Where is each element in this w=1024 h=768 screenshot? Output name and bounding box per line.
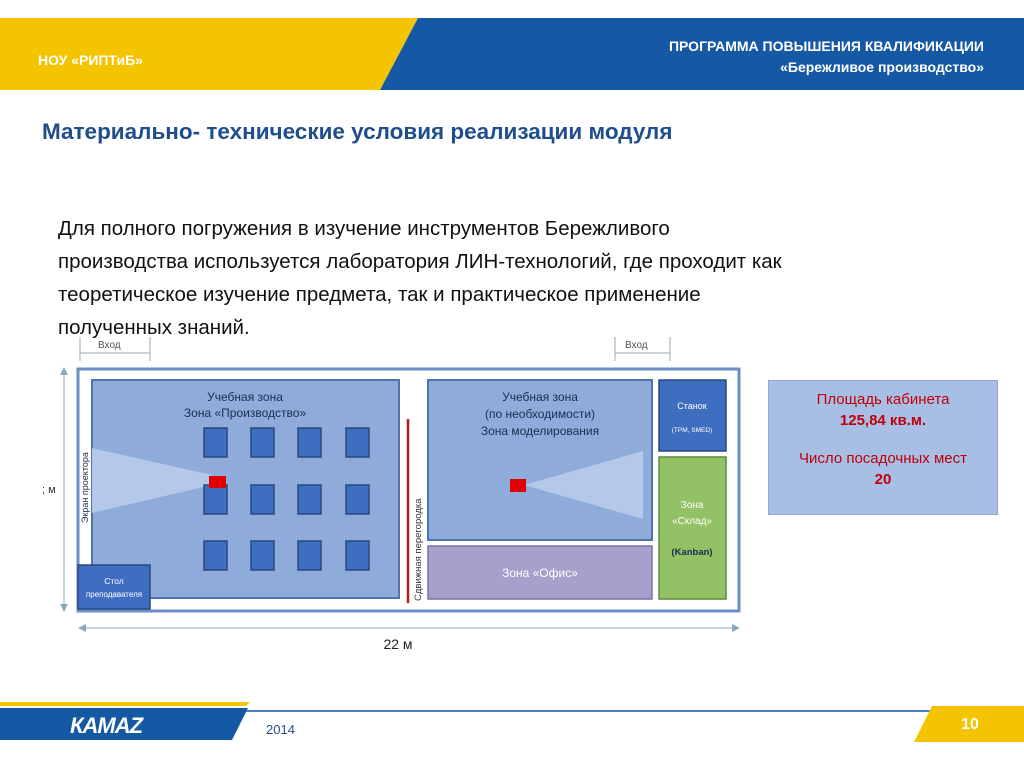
modeling-zone-title: Учебная зона xyxy=(502,390,578,404)
desk xyxy=(298,485,321,514)
desk xyxy=(346,428,369,457)
kamaz-logo: КАМАZ xyxy=(70,713,143,738)
modeling-zone-subtitle: (по необходимости) xyxy=(484,407,596,421)
production-zone-subtitle: Зона «Производство» xyxy=(183,406,307,420)
width-label: 22 м xyxy=(383,636,413,652)
projector-icon-2 xyxy=(510,479,526,492)
desk xyxy=(204,485,227,514)
floor-plan xyxy=(40,333,760,663)
machine-label: Станок xyxy=(677,401,707,411)
screen-label: Экран проектора xyxy=(80,452,90,523)
seats-label: Число посадочных мест xyxy=(799,450,967,467)
page-number: 10 xyxy=(961,716,979,733)
footer-year: 2014 xyxy=(266,722,295,737)
warehouse-zone xyxy=(659,457,726,599)
program-subtitle: «Бережливое производство» xyxy=(780,59,984,75)
desk xyxy=(346,485,369,514)
desk xyxy=(251,428,274,457)
warehouse-label: Зона xyxy=(680,500,704,511)
room-info-box xyxy=(768,380,998,515)
machine-sublabel: (TPM, SMED) xyxy=(671,427,713,434)
area-value: 125,84 кв.м. xyxy=(839,412,927,429)
desk xyxy=(204,428,227,457)
warehouse-sublabel: «Склад» xyxy=(671,516,713,527)
description-line: производства используется лаборатория ЛИН-технологий, где проходит как xyxy=(58,250,782,273)
description-line: Для полного погружения в изучение инструментов Бережливого xyxy=(58,217,670,240)
desk xyxy=(204,541,227,570)
description-text xyxy=(58,212,988,344)
height-label: ; м xyxy=(42,484,56,496)
seats-value: 20 xyxy=(874,471,892,488)
desk xyxy=(298,541,321,570)
partition-label: Сдвижная перегородка xyxy=(413,498,424,601)
teacher-desk-sublabel: преподавателя xyxy=(85,590,143,599)
footer-band xyxy=(0,702,1024,768)
desk xyxy=(251,541,274,570)
desk xyxy=(251,485,274,514)
area-label: Площадь кабинета xyxy=(816,391,950,408)
production-zone-title: Учебная зона xyxy=(207,390,283,404)
modeling-zone-name: Зона моделирования xyxy=(480,424,600,438)
desk xyxy=(346,541,369,570)
page-title: Материально- технические условия реализации модуля xyxy=(42,119,673,144)
projector-icon xyxy=(209,476,226,488)
description-line: теоретическое изучение предмета, так и практическое применение xyxy=(58,283,701,306)
warehouse-method: (Kanban) xyxy=(671,547,713,558)
office-zone-label: Зона «Офис» xyxy=(502,566,578,580)
description-line: полученных знаний. xyxy=(58,316,250,339)
entrance-right-label: Вход xyxy=(625,340,648,351)
entrance-left-label: Вход xyxy=(98,340,121,351)
teacher-desk xyxy=(78,565,150,609)
desk xyxy=(298,428,321,457)
teacher-desk-label: Стол xyxy=(104,576,124,586)
machine-zone xyxy=(659,380,726,451)
program-title: ПРОГРАММА ПОВЫШЕНИЯ КВАЛИФИКАЦИИ xyxy=(668,38,984,54)
org-name: НОУ «РИПТиБ» xyxy=(38,52,143,68)
